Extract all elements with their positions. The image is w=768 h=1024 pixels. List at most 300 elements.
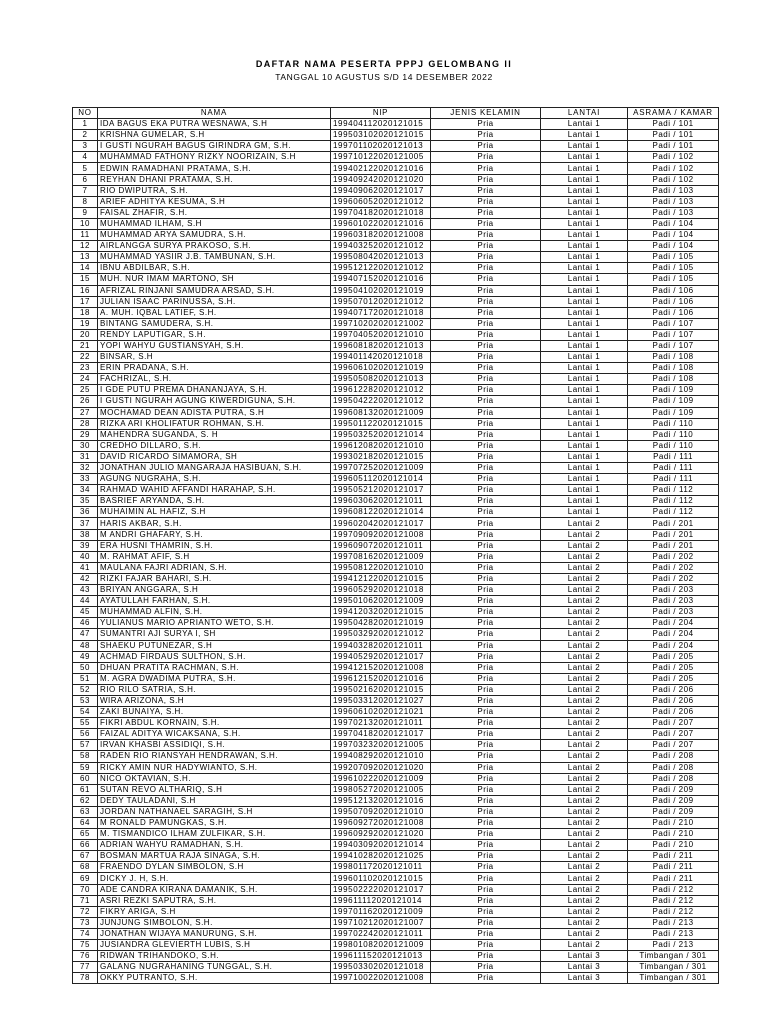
table-row bbox=[73, 274, 719, 285]
cell-nama: IDA BAGUS EKA PUTRA WESNAWA, S.H bbox=[98, 119, 331, 130]
cell-asrama-kamar: Padi / 103 bbox=[628, 185, 719, 196]
cell-no: 60 bbox=[73, 773, 98, 784]
cell-asrama-kamar: Padi / 109 bbox=[628, 407, 719, 418]
cell-lantai: Lantai 2 bbox=[541, 718, 628, 729]
cell-asrama-kamar: Padi / 212 bbox=[628, 906, 719, 917]
cell-lantai: Lantai 1 bbox=[541, 296, 628, 307]
table-row bbox=[73, 418, 719, 429]
cell-nama: RADEN RIO RIANSYAH HENDRAWAN, S.H. bbox=[98, 751, 331, 762]
cell-nip: 199710202020121002 bbox=[331, 318, 431, 329]
cell-asrama-kamar: Padi / 211 bbox=[628, 851, 719, 862]
cell-jenis-kelamin: Pria bbox=[431, 385, 541, 396]
cell-no: 34 bbox=[73, 485, 98, 496]
cell-nip: 199412122020121015 bbox=[331, 573, 431, 584]
cell-asrama-kamar: Padi / 203 bbox=[628, 585, 719, 596]
cell-jenis-kelamin: Pria bbox=[431, 241, 541, 252]
cell-no: 72 bbox=[73, 906, 98, 917]
cell-asrama-kamar: Padi / 213 bbox=[628, 940, 719, 951]
cell-jenis-kelamin: Pria bbox=[431, 673, 541, 684]
cell-no: 6 bbox=[73, 174, 98, 185]
cell-no: 61 bbox=[73, 784, 98, 795]
cell-nip: 199508122020121010 bbox=[331, 562, 431, 573]
cell-no: 42 bbox=[73, 573, 98, 584]
cell-nip: 199701102020121013 bbox=[331, 141, 431, 152]
table-row bbox=[73, 474, 719, 485]
cell-no: 64 bbox=[73, 818, 98, 829]
cell-lantai: Lantai 2 bbox=[541, 818, 628, 829]
cell-jenis-kelamin: Pria bbox=[431, 418, 541, 429]
cell-asrama-kamar: Padi / 104 bbox=[628, 241, 719, 252]
cell-asrama-kamar: Padi / 106 bbox=[628, 307, 719, 318]
table-row bbox=[73, 873, 719, 884]
cell-nama: MAHENDRA SUGANDA, S. H bbox=[98, 429, 331, 440]
cell-nip: 199403252020121012 bbox=[331, 241, 431, 252]
table-row bbox=[73, 596, 719, 607]
cell-nama: M. RAHMAT AFIF, S.H bbox=[98, 551, 331, 562]
cell-lantai: Lantai 1 bbox=[541, 218, 628, 229]
table-row bbox=[73, 263, 719, 274]
cell-asrama-kamar: Padi / 204 bbox=[628, 618, 719, 629]
cell-jenis-kelamin: Pria bbox=[431, 818, 541, 829]
cell-lantai: Lantai 1 bbox=[541, 340, 628, 351]
cell-no: 68 bbox=[73, 862, 98, 873]
table-row bbox=[73, 640, 719, 651]
table-row bbox=[73, 895, 719, 906]
cell-lantai: Lantai 2 bbox=[541, 629, 628, 640]
cell-nip: 199507012020121012 bbox=[331, 296, 431, 307]
cell-lantai: Lantai 2 bbox=[541, 618, 628, 629]
cell-lantai: Lantai 1 bbox=[541, 496, 628, 507]
cell-asrama-kamar: Padi / 105 bbox=[628, 274, 719, 285]
cell-nama: RIO RILO SATRIA, S.H. bbox=[98, 684, 331, 695]
cell-nama: DICKY J. H, S.H. bbox=[98, 873, 331, 884]
table-row bbox=[73, 684, 719, 695]
cell-asrama-kamar: Padi / 103 bbox=[628, 196, 719, 207]
cell-jenis-kelamin: Pria bbox=[431, 562, 541, 573]
table-row bbox=[73, 884, 719, 895]
cell-no: 23 bbox=[73, 363, 98, 374]
cell-jenis-kelamin: Pria bbox=[431, 485, 541, 496]
cell-no: 75 bbox=[73, 940, 98, 951]
cell-no: 37 bbox=[73, 518, 98, 529]
cell-asrama-kamar: Padi / 201 bbox=[628, 529, 719, 540]
cell-nama: GALANG NUGRAHANING TUNGGAL, S.H. bbox=[98, 962, 331, 973]
cell-jenis-kelamin: Pria bbox=[431, 618, 541, 629]
cell-lantai: Lantai 2 bbox=[541, 751, 628, 762]
cell-nama: FACHRIZAL, S.H. bbox=[98, 374, 331, 385]
cell-jenis-kelamin: Pria bbox=[431, 329, 541, 340]
cell-nip: 199507092020121010 bbox=[331, 806, 431, 817]
cell-nip: 199701162020121009 bbox=[331, 906, 431, 917]
cell-lantai: Lantai 2 bbox=[541, 806, 628, 817]
cell-jenis-kelamin: Pria bbox=[431, 917, 541, 928]
cell-lantai: Lantai 1 bbox=[541, 152, 628, 163]
cell-nip: 199408292020121010 bbox=[331, 751, 431, 762]
cell-no: 25 bbox=[73, 385, 98, 396]
cell-lantai: Lantai 2 bbox=[541, 729, 628, 740]
cell-lantai: Lantai 1 bbox=[541, 363, 628, 374]
cell-no: 39 bbox=[73, 540, 98, 551]
cell-jenis-kelamin: Pria bbox=[431, 318, 541, 329]
cell-nama: BINTANG SAMUDERA, S.H. bbox=[98, 318, 331, 329]
cell-jenis-kelamin: Pria bbox=[431, 230, 541, 241]
cell-asrama-kamar: Padi / 111 bbox=[628, 474, 719, 485]
table-row bbox=[73, 141, 719, 152]
cell-no: 76 bbox=[73, 951, 98, 962]
cell-lantai: Lantai 1 bbox=[541, 385, 628, 396]
cell-asrama-kamar: Padi / 105 bbox=[628, 252, 719, 263]
cell-lantai: Lantai 1 bbox=[541, 451, 628, 462]
cell-asrama-kamar: Padi / 202 bbox=[628, 551, 719, 562]
cell-lantai: Lantai 3 bbox=[541, 973, 628, 984]
cell-lantai: Lantai 1 bbox=[541, 285, 628, 296]
cell-asrama-kamar: Padi / 108 bbox=[628, 363, 719, 374]
cell-nama: RICKY AMIN NUR HADYWIANTO, S.H. bbox=[98, 762, 331, 773]
cell-jenis-kelamin: Pria bbox=[431, 307, 541, 318]
cell-no: 70 bbox=[73, 884, 98, 895]
cell-nama: MUHAMMAD ARYA SAMUDRA, S.H. bbox=[98, 230, 331, 241]
cell-no: 5 bbox=[73, 163, 98, 174]
cell-no: 59 bbox=[73, 762, 98, 773]
cell-lantai: Lantai 1 bbox=[541, 474, 628, 485]
cell-lantai: Lantai 2 bbox=[541, 906, 628, 917]
cell-asrama-kamar: Padi / 212 bbox=[628, 884, 719, 895]
cell-nip: 199504282020121019 bbox=[331, 618, 431, 629]
cell-jenis-kelamin: Pria bbox=[431, 374, 541, 385]
table-row bbox=[73, 585, 719, 596]
cell-asrama-kamar: Padi / 211 bbox=[628, 862, 719, 873]
cell-nip: 199710212020121007 bbox=[331, 917, 431, 928]
cell-lantai: Lantai 1 bbox=[541, 329, 628, 340]
cell-jenis-kelamin: Pria bbox=[431, 795, 541, 806]
cell-no: 62 bbox=[73, 795, 98, 806]
table-row bbox=[73, 407, 719, 418]
table-row bbox=[73, 762, 719, 773]
cell-lantai: Lantai 1 bbox=[541, 241, 628, 252]
cell-jenis-kelamin: Pria bbox=[431, 784, 541, 795]
cell-no: 66 bbox=[73, 840, 98, 851]
cell-asrama-kamar: Padi / 110 bbox=[628, 418, 719, 429]
cell-nama: NICO OKTAVIAN, S.H. bbox=[98, 773, 331, 784]
cell-asrama-kamar: Padi / 210 bbox=[628, 829, 719, 840]
cell-lantai: Lantai 2 bbox=[541, 551, 628, 562]
document-subtitle: TANGGAL 10 AGUSTUS S/D 14 DESEMBER 2022 bbox=[275, 72, 493, 82]
table-row bbox=[73, 917, 719, 928]
cell-asrama-kamar: Padi / 103 bbox=[628, 207, 719, 218]
cell-asrama-kamar: Padi / 203 bbox=[628, 607, 719, 618]
table-row bbox=[73, 363, 719, 374]
cell-jenis-kelamin: Pria bbox=[431, 363, 541, 374]
cell-nip: 199608122020121014 bbox=[331, 507, 431, 518]
cell-asrama-kamar: Padi / 106 bbox=[628, 285, 719, 296]
cell-no: 48 bbox=[73, 640, 98, 651]
cell-lantai: Lantai 2 bbox=[541, 651, 628, 662]
cell-no: 20 bbox=[73, 329, 98, 340]
cell-jenis-kelamin: Pria bbox=[431, 518, 541, 529]
cell-nip: 199710122020121005 bbox=[331, 152, 431, 163]
cell-nama: JUNJUNG SIMBOLON, S.H. bbox=[98, 917, 331, 928]
table-row bbox=[73, 318, 719, 329]
cell-jenis-kelamin: Pria bbox=[431, 895, 541, 906]
cell-lantai: Lantai 2 bbox=[541, 596, 628, 607]
table-row bbox=[73, 751, 719, 762]
cell-nama: MUHAMMAD FATHONY RIZKY NOORIZAIN, S.H bbox=[98, 152, 331, 163]
cell-nip: 199207092020121020 bbox=[331, 762, 431, 773]
cell-jenis-kelamin: Pria bbox=[431, 451, 541, 462]
cell-jenis-kelamin: Pria bbox=[431, 829, 541, 840]
cell-jenis-kelamin: Pria bbox=[431, 263, 541, 274]
table-row bbox=[73, 218, 719, 229]
cell-nip: 199708162020121009 bbox=[331, 551, 431, 562]
cell-nip: 199410282020121025 bbox=[331, 851, 431, 862]
cell-nip: 199608182020121013 bbox=[331, 340, 431, 351]
cell-nama: ERA HUSNI THAMRIN, S.H. bbox=[98, 540, 331, 551]
cell-jenis-kelamin: Pria bbox=[431, 695, 541, 706]
cell-lantai: Lantai 1 bbox=[541, 352, 628, 363]
cell-jenis-kelamin: Pria bbox=[431, 973, 541, 984]
cell-no: 54 bbox=[73, 707, 98, 718]
cell-nama: AFRIZAL RINJANI SAMUDRA ARSAD, S.H. bbox=[98, 285, 331, 296]
cell-asrama-kamar: Padi / 105 bbox=[628, 263, 719, 274]
cell-nip: 199601102020121015 bbox=[331, 873, 431, 884]
cell-no: 1 bbox=[73, 119, 98, 130]
cell-no: 9 bbox=[73, 207, 98, 218]
cell-nama: IRVAN KHASBI ASSIDIQI, S.H. bbox=[98, 740, 331, 751]
cell-nip: 199609292020121020 bbox=[331, 829, 431, 840]
cell-no: 4 bbox=[73, 152, 98, 163]
cell-lantai: Lantai 1 bbox=[541, 130, 628, 141]
cell-no: 28 bbox=[73, 418, 98, 429]
cell-asrama-kamar: Padi / 201 bbox=[628, 540, 719, 551]
table-row bbox=[73, 773, 719, 784]
cell-asrama-kamar: Padi / 203 bbox=[628, 596, 719, 607]
cell-nip: 199503102020121015 bbox=[331, 130, 431, 141]
cell-lantai: Lantai 2 bbox=[541, 707, 628, 718]
cell-lantai: Lantai 2 bbox=[541, 762, 628, 773]
cell-lantai: Lantai 1 bbox=[541, 318, 628, 329]
cell-asrama-kamar: Padi / 101 bbox=[628, 119, 719, 130]
cell-jenis-kelamin: Pria bbox=[431, 352, 541, 363]
cell-asrama-kamar: Padi / 209 bbox=[628, 806, 719, 817]
cell-lantai: Lantai 3 bbox=[541, 951, 628, 962]
cell-lantai: Lantai 1 bbox=[541, 119, 628, 130]
cell-lantai: Lantai 2 bbox=[541, 829, 628, 840]
table-row bbox=[73, 607, 719, 618]
cell-nama: OKKY PUTRANTO, S.H. bbox=[98, 973, 331, 984]
cell-nip: 199707252020121009 bbox=[331, 463, 431, 474]
table-row bbox=[73, 651, 719, 662]
cell-no: 50 bbox=[73, 662, 98, 673]
cell-nip: 199401142020121018 bbox=[331, 352, 431, 363]
table-row bbox=[73, 507, 719, 518]
cell-asrama-kamar: Padi / 205 bbox=[628, 673, 719, 684]
cell-no: 14 bbox=[73, 263, 98, 274]
cell-nip: 199611152020121013 bbox=[331, 951, 431, 962]
cell-no: 43 bbox=[73, 585, 98, 596]
cell-no: 29 bbox=[73, 429, 98, 440]
participant-table bbox=[72, 107, 719, 984]
table-row bbox=[73, 329, 719, 340]
cell-jenis-kelamin: Pria bbox=[431, 474, 541, 485]
cell-asrama-kamar: Padi / 213 bbox=[628, 917, 719, 928]
table-row bbox=[73, 573, 719, 584]
cell-no: 63 bbox=[73, 806, 98, 817]
cell-asrama-kamar: Padi / 209 bbox=[628, 795, 719, 806]
cell-nip: 199605292020121018 bbox=[331, 585, 431, 596]
cell-jenis-kelamin: Pria bbox=[431, 596, 541, 607]
cell-asrama-kamar: Padi / 109 bbox=[628, 396, 719, 407]
table-row bbox=[73, 296, 719, 307]
cell-asrama-kamar: Padi / 107 bbox=[628, 329, 719, 340]
cell-jenis-kelamin: Pria bbox=[431, 529, 541, 540]
cell-nama: ZAKI BUNAIYA, S.H. bbox=[98, 707, 331, 718]
cell-jenis-kelamin: Pria bbox=[431, 951, 541, 962]
table-row bbox=[73, 618, 719, 629]
cell-nip: 199503292020121012 bbox=[331, 629, 431, 640]
cell-asrama-kamar: Padi / 112 bbox=[628, 496, 719, 507]
cell-nip: 199702132020121011 bbox=[331, 718, 431, 729]
cell-asrama-kamar: Padi / 211 bbox=[628, 873, 719, 884]
cell-asrama-kamar: Padi / 206 bbox=[628, 684, 719, 695]
cell-jenis-kelamin: Pria bbox=[431, 252, 541, 263]
cell-lantai: Lantai 2 bbox=[541, 773, 628, 784]
cell-no: 74 bbox=[73, 928, 98, 939]
table-row bbox=[73, 230, 719, 241]
cell-nip: 199602042020121017 bbox=[331, 518, 431, 529]
cell-nip: 199606052020121012 bbox=[331, 196, 431, 207]
cell-lantai: Lantai 2 bbox=[541, 518, 628, 529]
cell-nip: 199403282020121011 bbox=[331, 640, 431, 651]
cell-asrama-kamar: Padi / 202 bbox=[628, 562, 719, 573]
cell-nip: 199603182020121008 bbox=[331, 230, 431, 241]
table-row bbox=[73, 196, 719, 207]
cell-nama: BINSAR, S.H bbox=[98, 352, 331, 363]
cell-nama: AIRLANGGA SURYA PRAKOSO, S.H. bbox=[98, 241, 331, 252]
cell-no: 56 bbox=[73, 729, 98, 740]
cell-jenis-kelamin: Pria bbox=[431, 463, 541, 474]
cell-nip: 199605112020121014 bbox=[331, 474, 431, 485]
cell-nip: 199405292020121017 bbox=[331, 651, 431, 662]
table-row bbox=[73, 440, 719, 451]
cell-no: 3 bbox=[73, 141, 98, 152]
cell-jenis-kelamin: Pria bbox=[431, 762, 541, 773]
table-row bbox=[73, 806, 719, 817]
table-header bbox=[73, 108, 719, 119]
table-row bbox=[73, 385, 719, 396]
cell-lantai: Lantai 1 bbox=[541, 174, 628, 185]
cell-lantai: Lantai 1 bbox=[541, 196, 628, 207]
cell-asrama-kamar: Padi / 209 bbox=[628, 784, 719, 795]
header-row bbox=[73, 108, 719, 119]
cell-nama: M ANDRI GHAFARY, S.H. bbox=[98, 529, 331, 540]
cell-asrama-kamar: Padi / 212 bbox=[628, 895, 719, 906]
cell-lantai: Lantai 2 bbox=[541, 895, 628, 906]
cell-asrama-kamar: Padi / 107 bbox=[628, 318, 719, 329]
cell-lantai: Lantai 2 bbox=[541, 640, 628, 651]
cell-lantai: Lantai 2 bbox=[541, 884, 628, 895]
cell-asrama-kamar: Padi / 210 bbox=[628, 818, 719, 829]
cell-nama: RIZKA ARI KHOLIFATUR ROHMAN, S.H. bbox=[98, 418, 331, 429]
cell-no: 27 bbox=[73, 407, 98, 418]
cell-asrama-kamar: Padi / 112 bbox=[628, 507, 719, 518]
cell-asrama-kamar: Padi / 208 bbox=[628, 762, 719, 773]
cell-nip: 199302182020121015 bbox=[331, 451, 431, 462]
cell-nama: AGUNG NUGRAHA, S.H. bbox=[98, 474, 331, 485]
cell-nip: 199606102020121021 bbox=[331, 707, 431, 718]
cell-asrama-kamar: Padi / 101 bbox=[628, 141, 719, 152]
cell-nip: 199412152020121008 bbox=[331, 662, 431, 673]
cell-nama: YULIANUS MARIO APRIANTO WETO, S.H. bbox=[98, 618, 331, 629]
cell-lantai: Lantai 2 bbox=[541, 840, 628, 851]
table-body bbox=[73, 119, 719, 984]
table-row bbox=[73, 185, 719, 196]
cell-no: 65 bbox=[73, 829, 98, 840]
cell-asrama-kamar: Padi / 110 bbox=[628, 440, 719, 451]
cell-jenis-kelamin: Pria bbox=[431, 651, 541, 662]
cell-jenis-kelamin: Pria bbox=[431, 873, 541, 884]
cell-jenis-kelamin: Pria bbox=[431, 440, 541, 451]
cell-no: 30 bbox=[73, 440, 98, 451]
cell-asrama-kamar: Padi / 204 bbox=[628, 640, 719, 651]
cell-asrama-kamar: Padi / 208 bbox=[628, 751, 719, 762]
cell-nama: M. TISMANDICO ILHAM ZULFIKAR, S.H. bbox=[98, 829, 331, 840]
table-row bbox=[73, 840, 719, 851]
cell-no: 22 bbox=[73, 352, 98, 363]
cell-lantai: Lantai 2 bbox=[541, 917, 628, 928]
cell-nama: SUMANTRI AJI SURYA I, SH bbox=[98, 629, 331, 640]
cell-asrama-kamar: Padi / 207 bbox=[628, 718, 719, 729]
cell-jenis-kelamin: Pria bbox=[431, 285, 541, 296]
cell-lantai: Lantai 2 bbox=[541, 862, 628, 873]
cell-lantai: Lantai 1 bbox=[541, 507, 628, 518]
cell-asrama-kamar: Padi / 205 bbox=[628, 662, 719, 673]
table-row bbox=[73, 940, 719, 951]
cell-asrama-kamar: Timbangan / 301 bbox=[628, 973, 719, 984]
cell-nama: I GUSTI NGURAH AGUNG KIWERDIGUNA, S.H. bbox=[98, 396, 331, 407]
cell-nip: 199407152020121016 bbox=[331, 274, 431, 285]
table-row bbox=[73, 695, 719, 706]
cell-no: 73 bbox=[73, 917, 98, 928]
cell-jenis-kelamin: Pria bbox=[431, 928, 541, 939]
cell-lantai: Lantai 2 bbox=[541, 940, 628, 951]
cell-no: 52 bbox=[73, 684, 98, 695]
cell-nama: ADRIAN WAHYU RAMADHAN, S.H. bbox=[98, 840, 331, 851]
cell-nip: 199502222020121017 bbox=[331, 884, 431, 895]
cell-lantai: Lantai 2 bbox=[541, 562, 628, 573]
table-row bbox=[73, 851, 719, 862]
cell-nip: 199710022020121008 bbox=[331, 973, 431, 984]
cell-nama: DHUAN PRATITA RACHMAN, S.H. bbox=[98, 662, 331, 673]
cell-no: 55 bbox=[73, 718, 98, 729]
cell-asrama-kamar: Timbangan / 301 bbox=[628, 951, 719, 962]
cell-nip: 199704182020121018 bbox=[331, 207, 431, 218]
cell-lantai: Lantai 2 bbox=[541, 607, 628, 618]
cell-jenis-kelamin: Pria bbox=[431, 185, 541, 196]
cell-nip: 199702242020121011 bbox=[331, 928, 431, 939]
cell-nama: FIKRI ABDUL KORNAIN, S.H. bbox=[98, 718, 331, 729]
cell-asrama-kamar: Padi / 102 bbox=[628, 174, 719, 185]
cell-nip: 199402122020121016 bbox=[331, 163, 431, 174]
cell-no: 77 bbox=[73, 962, 98, 973]
cell-asrama-kamar: Padi / 208 bbox=[628, 773, 719, 784]
cell-nip: 199709092020121008 bbox=[331, 529, 431, 540]
cell-nama: REYHAN DHANI PRATAMA, S.H. bbox=[98, 174, 331, 185]
cell-asrama-kamar: Padi / 102 bbox=[628, 163, 719, 174]
table-row bbox=[73, 207, 719, 218]
cell-nip: 199504102020121019 bbox=[331, 285, 431, 296]
table-row bbox=[73, 163, 719, 174]
cell-no: 38 bbox=[73, 529, 98, 540]
